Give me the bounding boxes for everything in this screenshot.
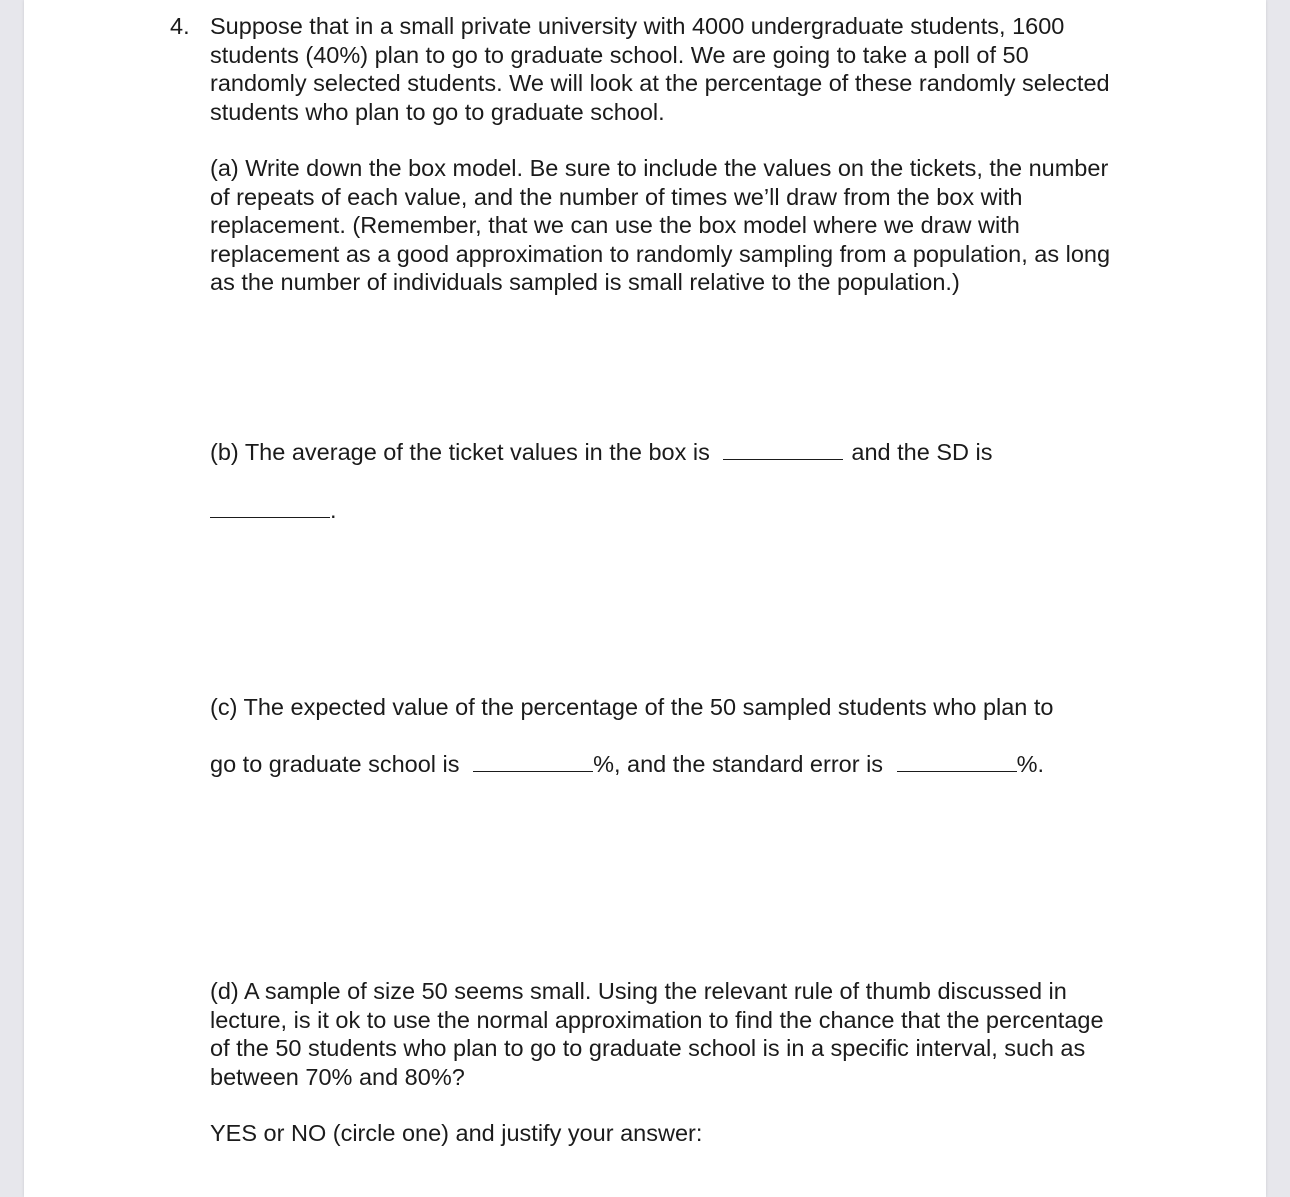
part-b-line (210, 438, 993, 467)
sd-blank[interactable] (210, 497, 330, 518)
part-d-text: (d) A sample of size 50 seems small. Using the relevant rule of thumb discussed in lecture, is it ok to use the normal approximation to find the chance that the percentage of the 50 students who plan to go to graduate school is in a specific interval, such as between 70% and 80%? (210, 978, 1104, 1090)
part-b-text-before: (b) The average of the ticket values in the box is (210, 439, 710, 465)
part-b-line-2 (210, 496, 337, 525)
part-a-text: (a) Write down the box model. Be sure to include the values on the tickets, the number of repeats of each value, and the number of times we’ll draw from the box with replacement. (Remember, that we can use the box model where we draw with replacement as a good approximation to randomly sampling from a population, as long as the number of individuals sampled is small relative to the population.) (210, 155, 1111, 295)
document-page (24, 0, 1266, 1197)
part-c-text-middle: %, and the standard error is (593, 751, 884, 777)
part-c-text-end: %. (1016, 751, 1045, 777)
part-b-text-after: and the SD is (851, 439, 993, 465)
part-d-answer-prompt: YES or NO (circle one) and justify your answer: (210, 1120, 703, 1146)
expected-value-blank[interactable] (473, 751, 593, 772)
average-blank[interactable] (723, 439, 843, 460)
standard-error-blank[interactable] (897, 751, 1017, 772)
part-c-text-before: go to graduate school is (210, 751, 460, 777)
part-b-end-punct: . (330, 497, 337, 523)
part-c-line-1: (c) The expected value of the percentage of the 50 sampled students who plan to (210, 694, 1054, 720)
question-number: 4. (170, 13, 190, 39)
part-c-line-2 (210, 750, 1044, 779)
question-intro: Suppose that in a small private university with 4000 undergraduate students, 1600 students (40%) plan to go to graduate school. We are going to take a poll of 50 randomly selected students. We will look at the percentage of these randomly selected students who plan to go to graduate school. (210, 13, 1110, 125)
